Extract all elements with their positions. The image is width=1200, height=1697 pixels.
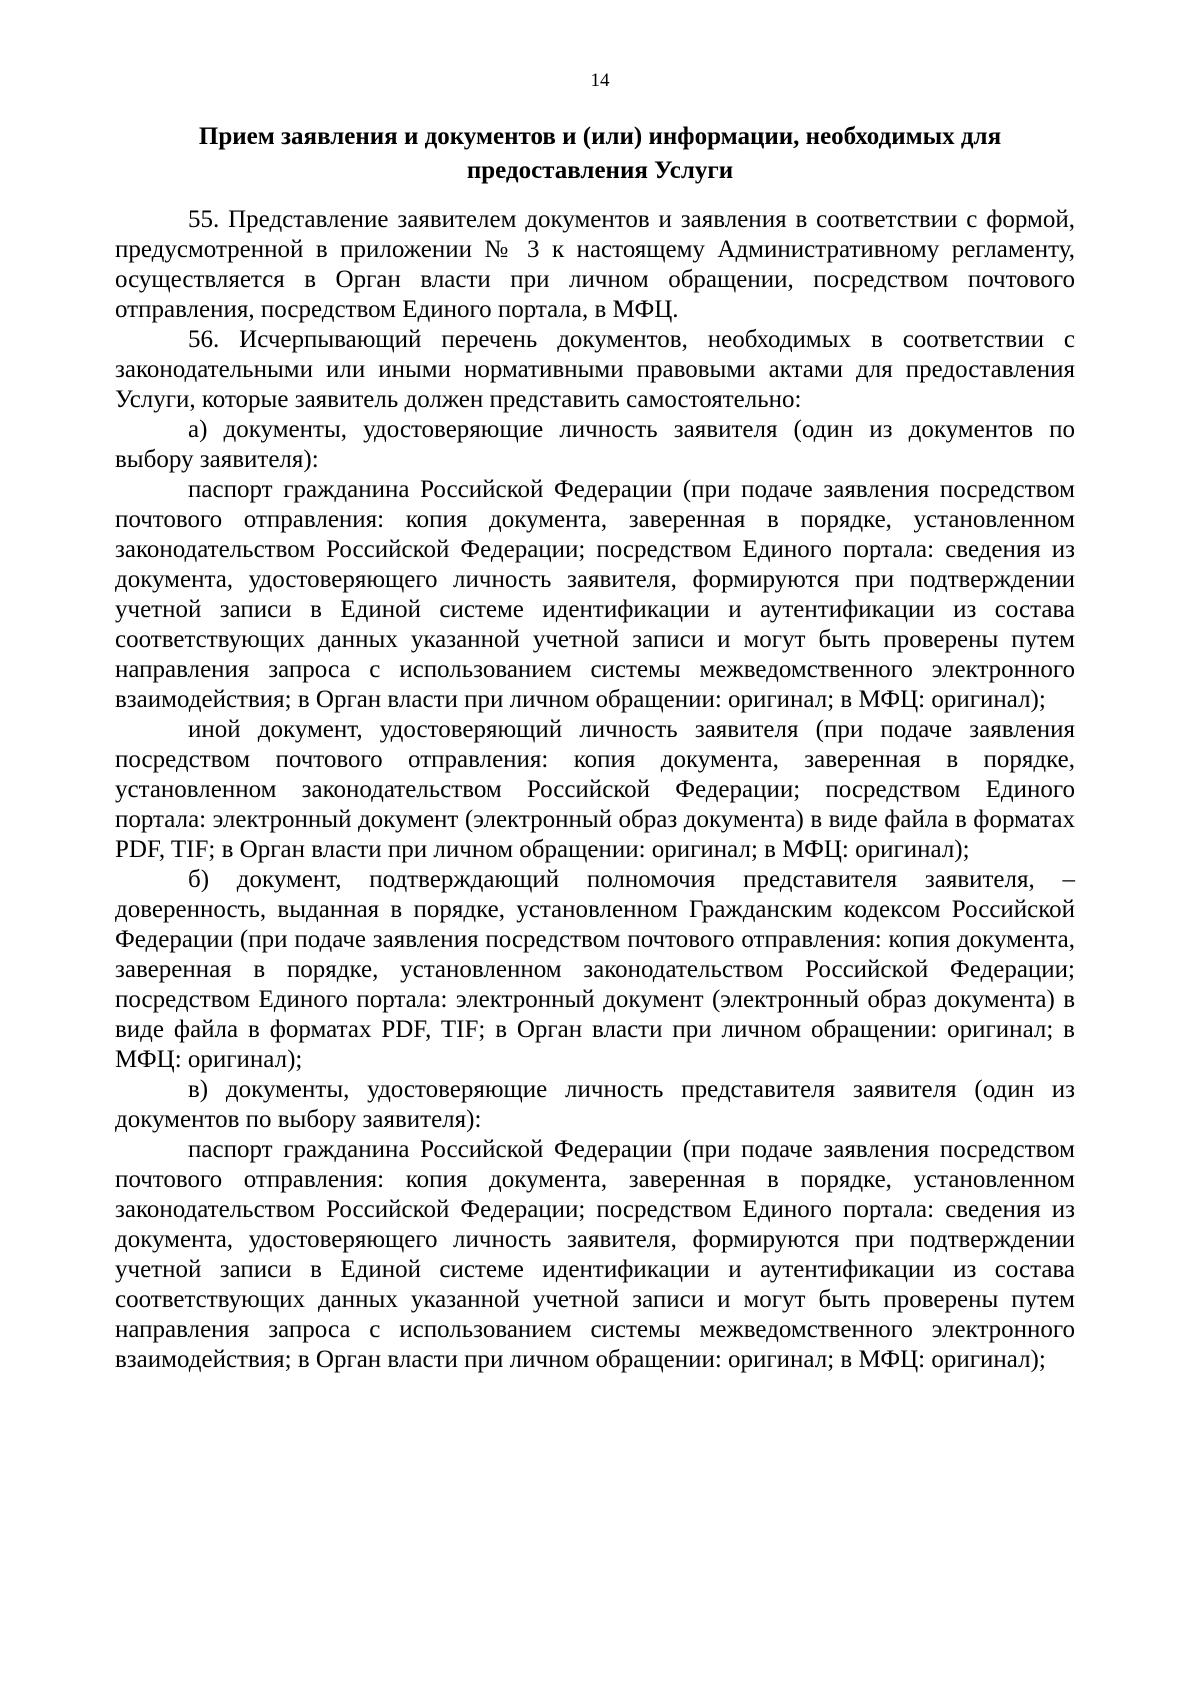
item-b: б) документ, подтверждающий полномочия представителя заявителя, – доверенность, выданная в порядке, установленном Гражданским кодексом Российской Федерации (при подаче заявления посредством почтового отправления: копия документа, заверенная в порядке, установленном законодательством Российской Федерации; посредством Единого портала: электронный документ (электронный образ документа) в виде файла в форматах PDF, TIF; в Орган власти при личном обращении: оригинал; в МФЦ: оригинал); [115,866,1075,1073]
item-v-passport: паспорт гражданина Российской Федерации (при подаче заявления посредством почтового отправления: копия документа, заверенная в порядке, установленном законодательством Российской Федерации; посредством Единого портала: сведения из документа, удостоверяющего личность заявителя, формируются при подтверждении учетной записи в Единой системе идентификации и аутентификации из состава соответствующих данных указанной учетной записи и могут быть проверены путем направления запроса с использованием системы межведомственного электронного взаимодействия; в Орган власти при личном обращении: оригинал; в МФЦ: оригинал); [115,1136,1075,1373]
document-body [115,205,1075,1375]
paragraph-56: 56. Исчерпывающий перечень документов, необходимых в соответствии с законодательными или иными нормативными правовыми актами для предоставления Услуги, которые заявитель должен представить самостоятельно: [115,326,1075,413]
section-title: Прием заявления и документов и (или) информации, необходимых для предоставления Услуги [198,123,1002,184]
item-a-passport: паспорт гражданина Российской Федерации (при подаче заявления посредством почтового отправления: копия документа, заверенная в порядке, установленном законодательством Российской Федерации; посредством Единого портала: сведения из документа, удостоверяющего личность заявителя, формируются при подтверждении учетной записи в Единой системе идентификации и аутентификации из состава соответствующих данных указанной учетной записи и могут быть проверены путем направления запроса с использованием системы межведомственного электронного взаимодействия; в Орган власти при личном обращении: оригинал; в МФЦ: оригинал); [115,476,1075,713]
page-number: 14 [590,70,610,91]
item-a-other-document: иной документ, удостоверяющий личность заявителя (при подаче заявления посредством почтового отправления: копия документа, заверенная в порядке, установленном законодательством Российской Федерации; посредством Единого портала: электронный документ (электронный образ документа) в виде файла в форматах PDF, TIF; в Орган власти при личном обращении: оригинал; в МФЦ: оригинал); [115,716,1075,863]
item-v: в) документы, удостоверяющие личность представителя заявителя (один из документов по выбору заявителя): [115,1076,1075,1133]
paragraph-55: 55. Представление заявителем документов и заявления в соответствии с формой, предусмотренной в приложении № 3 к настоящему Административному регламенту, осуществляется в Орган власти при личном обращении, посредством почтового отправления, посредством Единого портала, в МФЦ. [115,206,1075,323]
item-a: а) документы, удостоверяющие личность заявителя (один из документов по выбору заявителя): [115,416,1075,473]
